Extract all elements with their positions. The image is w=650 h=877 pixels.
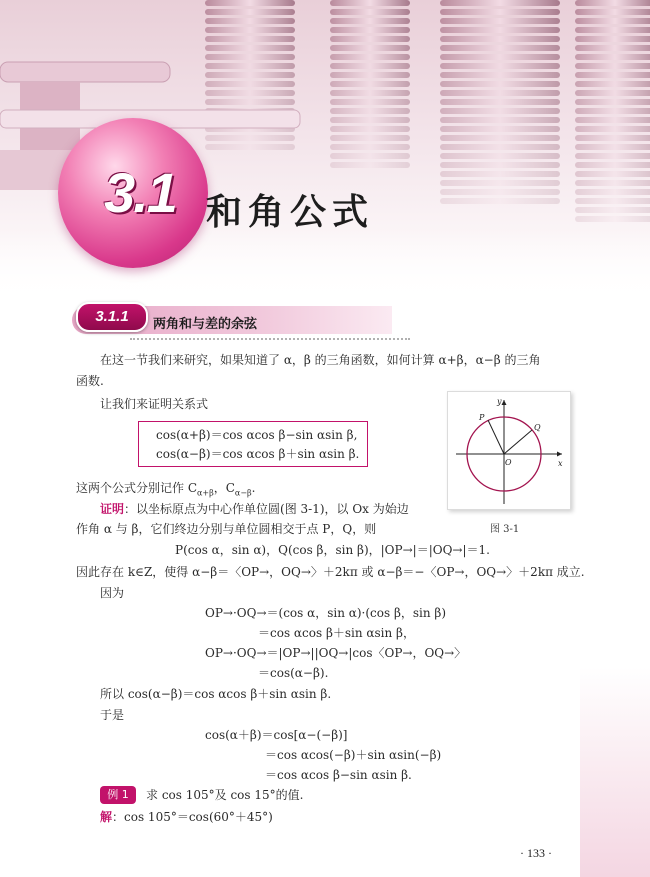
fig-label-p: P xyxy=(479,413,485,422)
fig-label-y: y xyxy=(497,397,502,406)
paragraph-proof-line2: 作角 α 与 β，它们终边分别与单位圆相交于点 P，Q，则 xyxy=(76,522,377,536)
example-badge: 例 1 xyxy=(100,786,136,804)
fig-label-origin: O xyxy=(505,458,512,467)
fig-label-x: x xyxy=(558,459,563,468)
y-axis-arrow-icon xyxy=(502,400,507,405)
page-number: · 133 · xyxy=(520,846,552,860)
paragraph-thus: 于是 xyxy=(100,708,125,722)
section-title: 两角和与差的余弦 xyxy=(153,317,258,332)
chapter-title: 和角公式 xyxy=(206,192,375,233)
equation-dot-product-2-result: ＝cos(α−β). xyxy=(258,666,329,680)
ray-op xyxy=(488,420,504,454)
paragraph-proof-line1: 证明：以坐标原点为中心作单位圆(图 3-1)，以 Ox 为始边 xyxy=(100,502,409,516)
page-corner-decoration xyxy=(580,667,650,877)
paragraph-prove: 让我们来证明关系式 xyxy=(100,397,209,411)
equation-sum-derivation-2: ＝cos αcos(−β)＋sin αsin(−β) xyxy=(265,748,442,762)
figure-caption: 图 3-1 xyxy=(490,524,520,535)
formula-difference: cos(α−β)＝cos αcos β＋sin αsin β. xyxy=(156,447,360,461)
formula-sum: cos(α+β)＝cos αcos β−sin αsin β, xyxy=(156,428,358,442)
ray-oq xyxy=(504,430,532,454)
paragraph-intro-line2: 函数. xyxy=(76,374,104,388)
equation-sum-derivation-1: cos(α＋β)＝cos[α−(−β)] xyxy=(205,728,348,742)
unit-circle-figure xyxy=(447,391,571,510)
equation-dot-product-1: OP→·OQ→＝(cos α，sin α)·(cos β，sin β) xyxy=(205,606,447,620)
chapter-number: 3.1 xyxy=(104,161,176,224)
solution-line: 解：cos 105°＝cos(60°＋45°) xyxy=(100,810,273,824)
paragraph-angle-relation: 因此存在 k∈Z，使得 α−β＝〈OP→，OQ→〉＋2kπ 或 α−β＝−〈OP→，OQ→〉＋2kπ 成立. xyxy=(76,565,585,579)
section-divider xyxy=(130,338,410,340)
fig-label-q: Q xyxy=(534,423,541,432)
paragraph-because: 因为 xyxy=(100,586,125,600)
paragraph-notation: 这两个公式分别记作 $C_{\alpha+\beta}$，$C_{\alpha-\beta}$. xyxy=(76,481,256,498)
equation-dot-product-1-result: ＝cos αcos β＋sin αsin β， xyxy=(258,626,415,640)
equation-sum-derivation-3: ＝cos αcos β−sin αsin β. xyxy=(265,768,412,782)
paragraph-therefore: 所以 cos(α−β)＝cos αcos β＋sin αsin β. xyxy=(100,687,332,701)
x-axis-arrow-icon xyxy=(557,452,562,457)
section-number: 3.1.1 xyxy=(76,302,148,332)
solution-label: 解 xyxy=(100,810,113,824)
example-text: 求 cos 105°及 cos 15°的值. xyxy=(146,788,304,802)
proof-label: 证明 xyxy=(100,502,125,516)
equation-dot-product-2: OP→·OQ→＝|OP→||OQ→|cos〈OP→，OQ→〉 xyxy=(205,646,467,660)
paragraph-intro-line1: 在这一节我们来研究，如果知道了 α，β 的三角函数，如何计算 α+β，α−β 的三角 xyxy=(100,353,541,367)
equation-points: P(cos α，sin α)，Q(cos β，sin β)，|OP→|＝|OQ→|＝1. xyxy=(175,543,490,557)
